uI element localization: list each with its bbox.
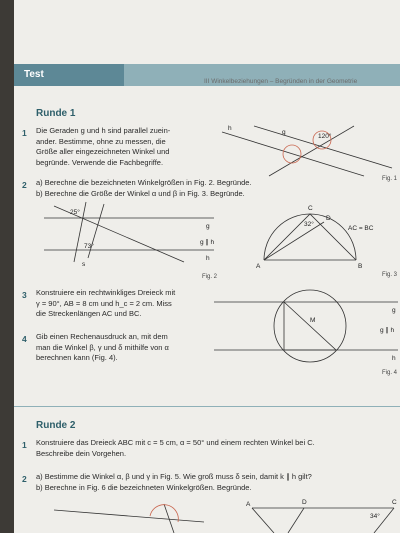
fig1-label-g: g: [282, 129, 286, 136]
fig6-side: [252, 508, 274, 533]
fig2-angle-73: 73°: [84, 243, 94, 250]
running-head: III Winkelbeziehungen – Begründen in der Geometrie: [204, 78, 358, 85]
fig1-angle-label: 120°: [318, 133, 332, 140]
fig1-label-h: h: [228, 125, 232, 132]
round2-task2-part-a: a) Bestimme die Winkel α, β und γ in Fig. 5. Wie groß muss δ sein, damit k ∥ h gilt?: [36, 472, 312, 481]
header-tab-test: Test: [14, 64, 124, 86]
task1-line: Größe aller eingezeichneten Winkel und: [36, 147, 170, 156]
fig2-label-g: g: [206, 223, 210, 230]
fig1-line-h: [222, 132, 364, 176]
fig2-label-h: h: [206, 255, 210, 262]
task4-line: man die Winkel β, γ und δ mithilfe von α: [36, 342, 169, 352]
task3-line: Konstruiere ein rechtwinkliges Dreieck mit: [36, 288, 176, 297]
round2-task1-line: Beschreibe dein Vorgehen.: [36, 448, 127, 458]
fig6-angle-34: 34°: [370, 513, 380, 520]
task2-number: 2: [22, 180, 27, 190]
round2-task2-part-b: b) Berechne in Fig. 6 die bezeichneten Winkelgrößen. Begründe.: [36, 482, 252, 492]
fig4-parallel-note: g ∥ h: [380, 327, 395, 334]
task1-number: 1: [22, 128, 27, 138]
fig5-line: [54, 510, 204, 522]
round2-title: Runde 2: [36, 420, 76, 431]
task3-line: γ = 90°, AB = 8 cm und h_c = 2 cm. Miss: [36, 298, 172, 308]
fig3-angle-32: 32°: [304, 221, 314, 228]
fig2-angle-25: 25°: [70, 209, 80, 216]
task1-line: begründe. Verwende die Fachbegriffe.: [36, 157, 164, 167]
fig6-label-a: A: [246, 501, 251, 508]
round1-title: Runde 1: [36, 108, 76, 119]
task3-text: [36, 288, 226, 320]
fig6-side: [288, 508, 304, 533]
section-divider: [14, 406, 400, 407]
task1-line: ander. Bestimme, ohne zu messen, die: [36, 136, 166, 146]
task2-part-b: b) Berechne die Größe der Winkel α und β in Fig. 3. Begründe.: [36, 188, 245, 198]
fig4-caption: Fig. 4: [382, 370, 398, 376]
fig1-caption: Fig. 1: [382, 176, 398, 182]
task4-line: Gib einen Rechenausdruck an, mit dem: [36, 332, 168, 341]
task1-line: Die Geraden g und h sind parallel zuein-: [36, 126, 171, 135]
figure-2: [44, 200, 219, 280]
fig3-label-c: C: [308, 205, 313, 212]
round2-task2-number: 2: [22, 474, 27, 484]
textbook-page: [14, 0, 400, 533]
fig4-triangle: [284, 302, 336, 350]
fig2-parallel-note: g ∥ h: [200, 239, 215, 246]
fig4-label-h: h: [392, 355, 396, 362]
task2-text: [36, 178, 336, 199]
fig3-label-a: A: [256, 263, 261, 270]
fig2-label-s: s: [82, 261, 86, 268]
fig5-transversal: [164, 504, 174, 533]
fig3-label-d: D: [326, 215, 331, 222]
round2-task1-number: 1: [22, 440, 27, 450]
task4-line: berechnen kann (Fig. 4).: [36, 353, 118, 362]
fig6-label-d: D: [302, 499, 307, 506]
figure-5: [54, 500, 204, 533]
figure-4: [214, 280, 400, 380]
task4-text: [36, 332, 226, 364]
task3-line: die Streckenlängen AC und BC.: [36, 309, 142, 318]
fig3-label-b: B: [358, 263, 363, 270]
round2-task2-text: [36, 472, 396, 493]
fig4-label-m: M: [310, 317, 316, 324]
task1-text: [36, 126, 216, 168]
figure-3: [254, 200, 400, 280]
fig3-caption: Fig. 3: [382, 272, 398, 278]
task2-part-a: a) Berechne die bezeichneten Winkelgrößen in Fig. 2. Begründe.: [36, 178, 252, 187]
round2-task1-line: Konstruiere das Dreieck ABC mit c = 5 cm, α = 50° und einem rechten Winkel bei C.: [36, 438, 315, 447]
figure-6: [244, 496, 400, 533]
task4-number: 4: [22, 334, 27, 344]
fig6-side: [374, 508, 394, 533]
fig3-line-ad: [264, 222, 324, 260]
task3-number: 3: [22, 290, 27, 300]
fig4-label-g: g: [392, 307, 396, 314]
fig2-caption: Fig. 2: [202, 274, 218, 280]
fig3-condition: AC = BC: [348, 225, 374, 232]
fig6-label-c: C: [392, 499, 397, 506]
round2-task1-text: [36, 438, 396, 459]
